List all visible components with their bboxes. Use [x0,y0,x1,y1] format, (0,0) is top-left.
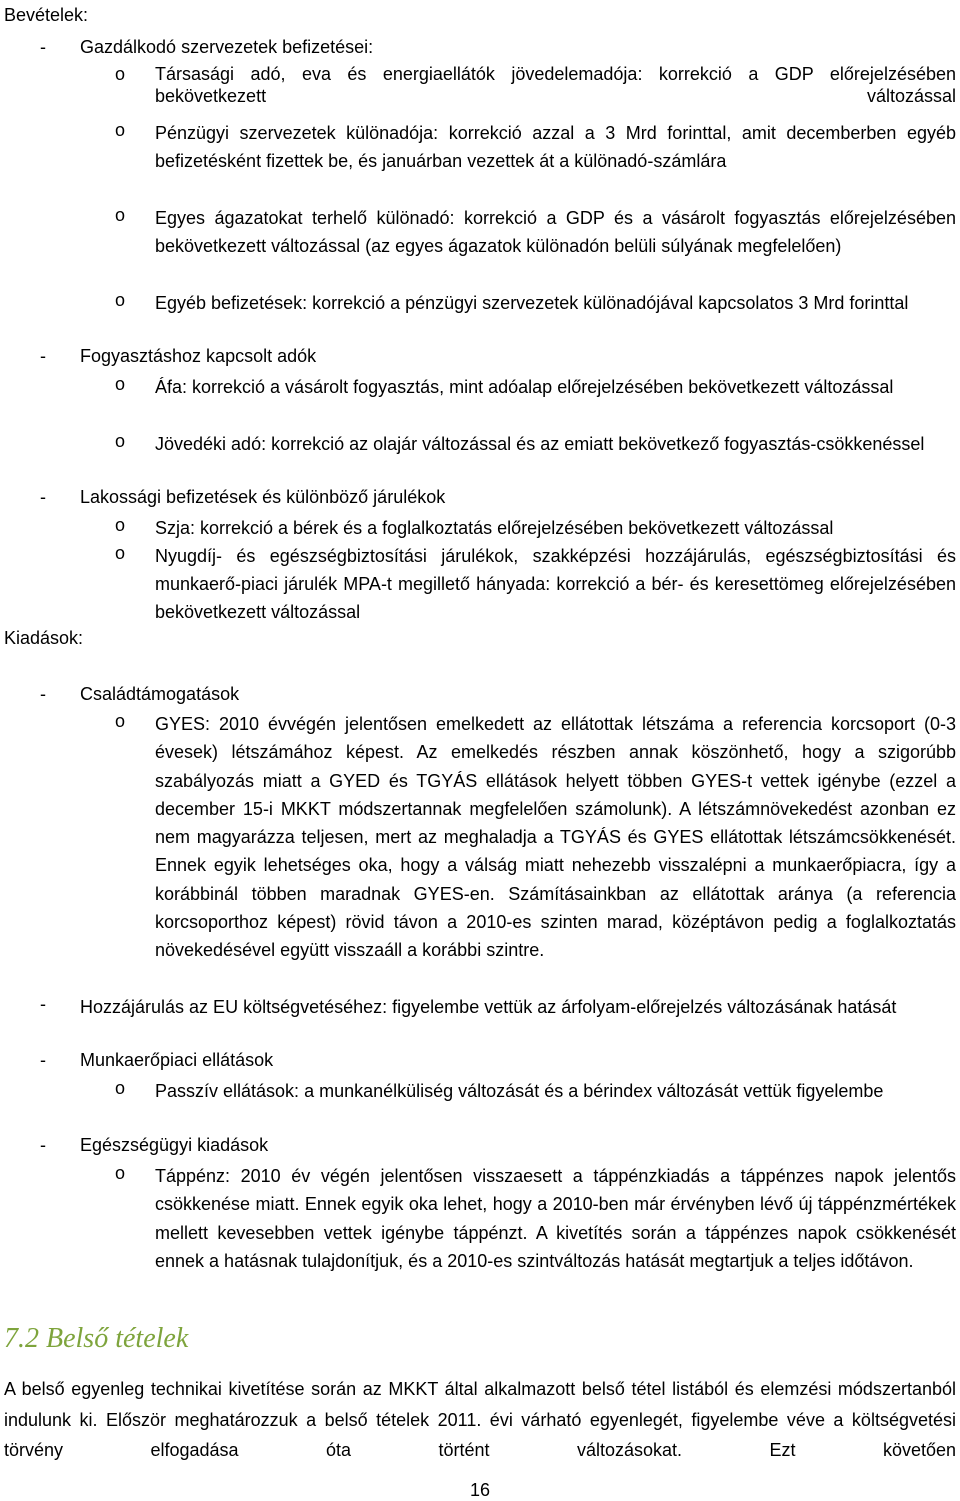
bullet-marker: o [115,64,126,84]
csalad-item-1: GYES: 2010 évvégén jelentősen emelkedett az ellátottak létszáma a referencia korcsoport (0-3 évesek) létszámához képest. Az emelkedés részben annak köszönhető, hogy a szigorúbb szabályozás miatt a GYED és TGYÁS ellátások helyett többen GYES-t vettek igénybe (ezzel a december 15-i MKKT módszertannak megfelelően számolunk). A létszámnövekedést azonban ez nem magyarázza teljesen, mert az meghaladja a TGYÁS és GYES ellátottak létszámcsökkenését. Ennek egyik lehetséges oka, hogy a válság miatt nehezebb visszalépni a munkaerőpiacra, így a korábbinál többen maradnak GYES-en. Számításainkban az ellátottak aránya (a referencia korcsoporthoz képest) rövid távon a 2010-es szinten marad, középtávon pedig a foglalkoztatás növekedésével együtt visszaáll a korábbi szintre. [155,714,956,961]
egeszseg-label: Egészségügyi kiadások [80,1135,269,1155]
dash-marker: - [40,1050,46,1070]
section-title: Belső tételek [46,1323,189,1354]
bullet-marker: o [115,374,126,394]
bullet-marker: o [115,711,126,731]
gazdalkodo-item-4: Egyéb befizetések: korrekció a pénzügyi szervezetek különadójával kapcsolatos 3 Mrd forinttal [155,293,909,313]
dash-marker: - [40,684,46,704]
page-number: 16 [469,1480,491,1500]
section-heading [4,1322,188,1356]
kiadasok-title: Kiadások: [4,628,84,648]
bullet-marker: o [115,515,126,535]
eu-label: Hozzájárulás az EU költségvetéséhez: figyelembe vettük az árfolyam-előrejelzés változásának hatását [80,997,897,1017]
lakossagi-item-1: Szja: korrekció a bérek és a foglalkoztatás előrejelzésében bekövetkezett változással [155,518,834,538]
gazdalkodo-item-2: Pénzügyi szervezetek különadója: korrekció azzal a 3 Mrd forinttal, amit decemberben egyéb befizetésként fizettek be, és januárban vezettek át a különadó-számlára [155,123,956,171]
fogyasztas-item-2: Jövedéki adó: korrekció az olajár változással és az emiatt bekövetkező fogyasztás-csökkenéssel [155,434,925,454]
lakossagi-item-2: Nyugdíj- és egészségbiztosítási járulékok, szakképzési hozzájárulás, egészségbiztosítási és munkaerő-piaci járulék MPA-t megillető hányada: korrekció a bér- és keresettömeg előrejelzésében bekövetkezett változással [155,546,956,622]
gazdalkodo-item-1: Társasági adó, eva és energiaellátók jövedelemadója: korrekció a GDP előrejelzésében bekövetkezett változással [155,64,956,106]
dash-marker: - [40,37,46,57]
fogyasztas-label: Fogyasztáshoz kapcsolt adók [80,346,317,366]
bullet-marker: o [115,1163,126,1183]
bullet-marker: o [115,1078,126,1098]
bullet-marker: o [115,543,126,563]
bullet-marker: o [115,205,126,225]
section-number: 7.2 [4,1323,39,1354]
csalad-label: Családtámogatások [80,684,240,704]
section-paragraph: A belső egyenleg technikai kivetítése során az MKKT által alkalmazott belső tétel listából és elemzési módszertanból indulunk ki. Először meghatározzuk a belső tételek 2011. évi várható egyenlegét, figyelembe véve a költségvetési törvény elfogadása óta történt változásokat. Ezt követően [4,1379,956,1460]
egeszseg-item-1: Táppénz: 2010 év végén jelentősen visszaesett a táppénzkiadás a táppénzes napok jelentős csökkenése miatt. Ennek egyik oka lehet, hogy a 2010-ben már érvényben lévő új táppénzmértékek mellett kevesebben vettek igénybe táppénzt. A kivetítés során a táppénzes napok csökkenését ennek a hatásnak tulajdonítjuk, és a 2010-es szintváltozás hatását megtartjuk a teljes időtávon. [155,1166,956,1271]
munkaero-item-1: Passzív ellátások: a munkanélküliség változását és a bérindex változását vettük figyelembe [155,1081,884,1101]
munkaero-label: Munkaerőpiaci ellátások [80,1050,274,1070]
gazdalkodo-item-3: Egyes ágazatokat terhelő különadó: korrekció a GDP és a vásárolt fogyasztás előrejelzésében bekövetkezett változással (az egyes ágazatok különadón belüli súlyának megfelelően) [155,208,956,256]
gazdalkodo-label: Gazdálkodó szervezetek befizetései: [80,37,374,57]
dash-marker: - [40,487,46,507]
bevetelek-title: Bevételek: [4,5,89,25]
dash-marker: - [40,1135,46,1155]
bullet-marker: o [115,120,126,140]
fogyasztas-item-1: Áfa: korrekció a vásárolt fogyasztás, mint adóalap előrejelzésében bekövetkezett változással [155,377,894,397]
dash-marker: - [40,346,46,366]
bullet-marker: o [115,290,126,310]
dash-marker: - [40,994,46,1014]
bullet-marker: o [115,431,126,451]
lakossagi-label: Lakossági befizetések és különböző járulékok [80,487,446,507]
